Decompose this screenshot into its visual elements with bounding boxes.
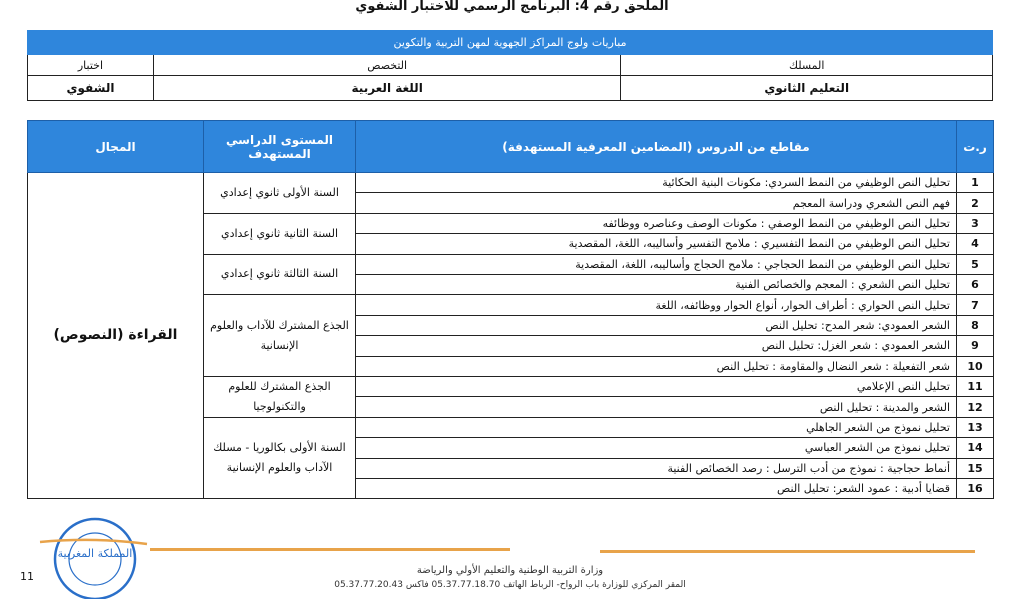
- col-header-lessons: مقاطع من الدروس (المضامين المعرفية المستهدفة): [356, 121, 957, 173]
- row-number: 1: [957, 173, 994, 193]
- footer-divider-right: [600, 550, 975, 553]
- row-number: 4: [957, 234, 994, 254]
- lesson-text: الشعر العمودي: شعر المدح: تحليل النص: [356, 315, 957, 335]
- header-banner: مباريات ولوج المراكز الجهوية لمهن التربية والتكوين: [28, 31, 993, 55]
- lesson-text: تحليل النص الوظيفي من النمط الحجاجي : ملامح الحجاج وأساليبه، اللغة، المقصدية: [356, 254, 957, 274]
- row-number: 15: [957, 458, 994, 478]
- level-cell: الجذع المشترك للعلوم والتكنولوجيا: [204, 376, 356, 417]
- footer-divider-left: [150, 548, 510, 551]
- track-value: التعليم الثانوي: [621, 76, 993, 101]
- col-header-level: المستوى الدراسي المستهدف: [204, 121, 356, 173]
- level-cell: السنة الثانية ثانوي إعدادي: [204, 213, 356, 254]
- page-title: الملحق رقم 4: البرنامج الرسمي للاختبار الشفوي: [355, 0, 669, 14]
- exam-label: اختبار: [28, 55, 154, 76]
- lesson-text: الشعر العمودي : شعر الغزل: تحليل النص: [356, 336, 957, 356]
- specialty-value: اللغة العربية: [153, 76, 620, 101]
- lesson-text: تحليل نموذج من الشعر الجاهلي: [356, 417, 957, 437]
- row-number: 7: [957, 295, 994, 315]
- row-number: 13: [957, 417, 994, 437]
- footer-ministry: وزارة التربية الوطنية والتعليم الأولي والرياضة: [416, 565, 604, 576]
- row-number: 3: [957, 213, 994, 233]
- exam-value: الشفوي: [28, 76, 154, 101]
- row-number: 2: [957, 193, 994, 213]
- lesson-text: الشعر والمدينة : تحليل النص: [356, 397, 957, 418]
- stamp-text: المملكة المغربية: [57, 547, 133, 560]
- domain-cell: القراءة (النصوص): [28, 173, 204, 499]
- track-label: المسلك: [621, 55, 993, 76]
- row-number: 16: [957, 479, 994, 499]
- level-cell: السنة الأولى ثانوي إعدادي: [204, 173, 356, 214]
- lesson-text: تحليل النص الوظيفي من النمط الوصفي : مكونات الوصف وعناصره ووظائفه: [356, 213, 957, 233]
- header-table: [27, 30, 993, 101]
- row-number: 10: [957, 356, 994, 376]
- row-number: 11: [957, 376, 994, 397]
- row-number: 14: [957, 438, 994, 458]
- lesson-text: أنماط حجاجية : نموذج من أدب الترسل : رصد الخصائص الفنية: [356, 458, 957, 478]
- row-number: 5: [957, 254, 994, 274]
- row-number: 6: [957, 274, 994, 294]
- specialty-label: التخصص: [153, 55, 620, 76]
- footer-address: المقر المركزي للوزارة باب الرواح- الرباط الهاتف 05.37.77.18.70 فاكس 05.37.77.20.43: [334, 580, 686, 590]
- program-table: [27, 120, 994, 499]
- level-cell: الجذع المشترك للآداب والعلوم الإنسانية: [204, 295, 356, 377]
- table-row: [28, 173, 994, 193]
- lesson-text: تحليل النص الشعري : المعجم والخصائص الفنية: [356, 274, 957, 294]
- lesson-text: تحليل النص الإعلامي: [356, 376, 957, 397]
- lesson-text: تحليل النص الوظيفي من النمط السردي: مكونات البنية الحكائية: [356, 173, 957, 193]
- lesson-text: فهم النص الشعري ودراسة المعجم: [356, 193, 957, 213]
- lesson-text: تحليل النص الوظيفي من النمط التفسيري : ملامح التفسير وأساليبه، اللغة، المقصدية: [356, 234, 957, 254]
- row-number: 9: [957, 336, 994, 356]
- row-number: 8: [957, 315, 994, 335]
- lesson-text: تحليل نموذج من الشعر العباسي: [356, 438, 957, 458]
- lesson-text: شعر التفعيلة : شعر النضال والمقاومة : تحليل النص: [356, 356, 957, 376]
- page-number: 11: [20, 570, 34, 583]
- level-cell: السنة الأولى بكالوريا - مسلك الآداب والعلوم الإنسانية: [204, 417, 356, 499]
- lesson-text: قضايا أدبية : عمود الشعر: تحليل النص: [356, 479, 957, 499]
- lesson-text: تحليل النص الحواري : أطراف الحوار، أنواع الحوار ووظائفه، اللغة: [356, 295, 957, 315]
- row-number: 12: [957, 397, 994, 418]
- level-cell: السنة الثالثة ثانوي إعدادي: [204, 254, 356, 295]
- col-header-num: ر.ت: [957, 121, 994, 173]
- col-header-domain: المجال: [28, 121, 204, 173]
- official-stamp-icon: [35, 507, 150, 599]
